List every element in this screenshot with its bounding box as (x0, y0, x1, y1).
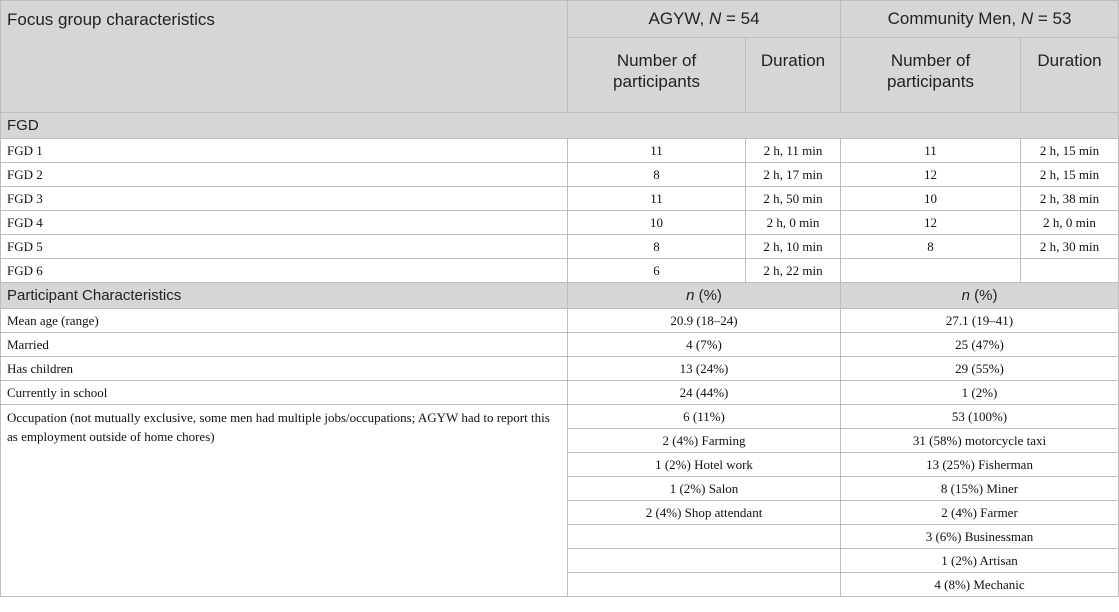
table-row (1, 187, 1119, 211)
header-focus-group-characteristics: Focus group characteristics (1, 1, 568, 113)
men-duration: 2 h, 30 min (1021, 235, 1119, 259)
men-participants: 8 (841, 235, 1021, 259)
agyw-value: 4 (7%) (568, 333, 841, 357)
men-participants: 10 (841, 187, 1021, 211)
row-label: FGD 1 (1, 139, 568, 163)
agyw-occupation: 2 (4%) Farming (568, 429, 841, 453)
table-row (1, 333, 1119, 357)
header-men-label: Community Men, (887, 9, 1021, 28)
men-occupation: 2 (4%) Farmer (841, 501, 1119, 525)
men-value: 53 (100%) (841, 405, 1119, 429)
agyw-value: 20.9 (18–24) (568, 309, 841, 333)
table-row (1, 381, 1119, 405)
row-label: Currently in school (1, 381, 568, 405)
agyw-occupation (568, 525, 841, 549)
agyw-duration: 2 h, 22 min (746, 259, 841, 283)
men-value: 29 (55%) (841, 357, 1119, 381)
agyw-participants: 11 (568, 187, 746, 211)
men-value: 1 (2%) (841, 381, 1119, 405)
agyw-participants: 8 (568, 235, 746, 259)
men-duration (1021, 259, 1119, 283)
agyw-occupation: 2 (4%) Shop attendant (568, 501, 841, 525)
agyw-occupation: 1 (2%) Salon (568, 477, 841, 501)
men-occupation: 8 (15%) Miner (841, 477, 1119, 501)
men-participants (841, 259, 1021, 283)
row-label: FGD 4 (1, 211, 568, 235)
agyw-occupation (568, 549, 841, 573)
agyw-duration: 2 h, 0 min (746, 211, 841, 235)
men-occupation: 4 (8%) Mechanic (841, 573, 1119, 597)
agyw-stat-pct: (%) (694, 287, 722, 304)
men-stat-header (841, 283, 1119, 309)
table-row (1, 139, 1119, 163)
agyw-duration: 2 h, 17 min (746, 163, 841, 187)
men-occupation: 13 (25%) Fisherman (841, 453, 1119, 477)
row-label: FGD 6 (1, 259, 568, 283)
men-occupation: 3 (6%) Businessman (841, 525, 1119, 549)
agyw-occupation: 1 (2%) Hotel work (568, 453, 841, 477)
table-row (1, 405, 1119, 429)
header-agyw-duration: Duration (746, 38, 841, 113)
section-participant-label: Participant Characteristics (1, 283, 568, 309)
section-participant-characteristics (1, 283, 1119, 309)
header-men-n-value: = 53 (1033, 9, 1072, 28)
agyw-duration: 2 h, 50 min (746, 187, 841, 211)
header-agyw-label: AGYW, (648, 9, 709, 28)
table-row (1, 309, 1119, 333)
men-duration: 2 h, 38 min (1021, 187, 1119, 211)
men-participants: 12 (841, 163, 1021, 187)
table-row (1, 259, 1119, 283)
men-value: 27.1 (19–41) (841, 309, 1119, 333)
men-stat-n: n (961, 287, 970, 304)
row-label: FGD 3 (1, 187, 568, 211)
agyw-occupation (568, 573, 841, 597)
header-men-number-participants: Number of participants (841, 38, 1021, 113)
agyw-participants: 8 (568, 163, 746, 187)
section-fgd-label: FGD (1, 113, 1119, 139)
men-duration: 2 h, 15 min (1021, 163, 1119, 187)
table-row (1, 211, 1119, 235)
agyw-stat-n: n (686, 287, 695, 304)
row-label: Mean age (range) (1, 309, 568, 333)
row-label: FGD 2 (1, 163, 568, 187)
agyw-value: 13 (24%) (568, 357, 841, 381)
agyw-value: 24 (44%) (568, 381, 841, 405)
men-occupation: 31 (58%) motorcycle taxi (841, 429, 1119, 453)
agyw-participants: 10 (568, 211, 746, 235)
row-label: Married (1, 333, 568, 357)
men-occupation: 1 (2%) Artisan (841, 549, 1119, 573)
agyw-stat-header (568, 283, 841, 309)
header-agyw-number-participants: Number of participants (568, 38, 746, 113)
agyw-participants: 6 (568, 259, 746, 283)
table-row (1, 163, 1119, 187)
agyw-duration: 2 h, 10 min (746, 235, 841, 259)
header-men-n-symbol: N (1020, 9, 1034, 28)
table-row (1, 235, 1119, 259)
section-fgd (1, 113, 1119, 139)
header-row-1 (1, 1, 1119, 38)
men-duration: 2 h, 15 min (1021, 139, 1119, 163)
header-agyw-n-value: = 54 (721, 9, 760, 28)
men-value: 25 (47%) (841, 333, 1119, 357)
header-community-men (841, 1, 1119, 38)
row-label: FGD 5 (1, 235, 568, 259)
agyw-duration: 2 h, 11 min (746, 139, 841, 163)
row-label: Has children (1, 357, 568, 381)
men-duration: 2 h, 0 min (1021, 211, 1119, 235)
header-agyw-n-symbol: N (708, 9, 722, 28)
header-men-duration: Duration (1021, 38, 1119, 113)
men-participants: 12 (841, 211, 1021, 235)
men-participants: 11 (841, 139, 1021, 163)
agyw-participants: 11 (568, 139, 746, 163)
men-stat-pct: (%) (969, 287, 998, 304)
header-agyw (568, 1, 841, 38)
table-row (1, 357, 1119, 381)
occupation-label: Occupation (not mutually exclusive, some men had multiple jobs/occupations; AGYW had to report this as employment outside of home chores) (1, 405, 568, 597)
agyw-value: 6 (11%) (568, 405, 841, 429)
